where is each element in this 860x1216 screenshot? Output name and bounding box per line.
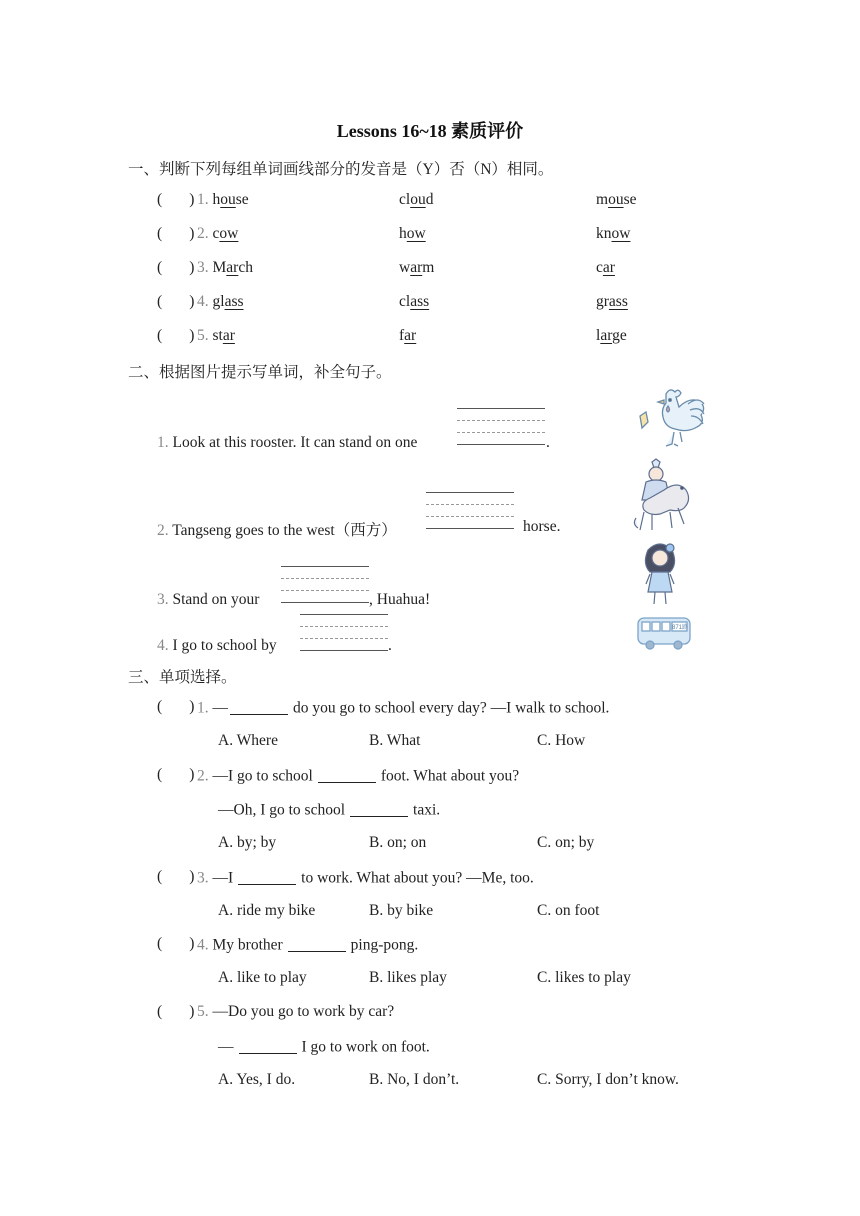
word-3 — [596, 259, 615, 277]
question-text: —Do you go to work by car? — [212, 1003, 395, 1020]
answer-bracket[interactable]: ( ) — [157, 225, 195, 242]
word-part: se — [235, 191, 249, 208]
question-text: do you go to school every day? —I walk to school. — [293, 699, 610, 717]
question-5-line2 — [218, 1037, 430, 1057]
option-label: B. on; on — [369, 834, 427, 851]
question-5 — [197, 1003, 394, 1021]
section-2-heading: 二、根据图片提示写单词，补全句子。 — [128, 364, 392, 381]
bus-route-label: 871路 — [671, 625, 689, 631]
underlined-part: ou — [608, 191, 624, 208]
word-part: se — [623, 191, 637, 208]
answer-blank[interactable] — [318, 766, 376, 783]
fill-sentence-4 — [157, 637, 277, 655]
question-text: —Oh, I go to school — [218, 801, 346, 819]
word-3 — [596, 225, 630, 243]
option-label: A. Yes, I do. — [218, 1071, 296, 1088]
question-number: 4. — [157, 637, 169, 654]
question-text: taxi. — [413, 801, 441, 819]
option-b[interactable] — [369, 902, 433, 920]
sentence-end: horse. — [523, 518, 561, 535]
writing-grid-2[interactable] — [426, 492, 514, 528]
underlined-part: ass — [608, 293, 628, 310]
option-label: A. Where — [218, 732, 278, 749]
question-4 — [197, 935, 418, 955]
word-part: ge — [612, 327, 627, 344]
underlined-part: ar — [226, 259, 239, 276]
underlined-part: ar — [404, 327, 417, 344]
word-2 — [399, 191, 433, 209]
sentence-text: Stand on your — [172, 591, 260, 608]
word-part: ch — [238, 259, 253, 276]
option-b[interactable] — [369, 732, 420, 750]
word-part: c — [596, 259, 603, 276]
sentence-end: . — [546, 434, 550, 451]
section-1-heading: 一、判断下列每组单词画线部分的发音是（Y）否（N）相同。 — [128, 161, 554, 178]
answer-bracket[interactable]: ( ) — [157, 1003, 195, 1020]
underlined-part: ou — [220, 191, 236, 208]
tangseng-horse-icon — [630, 458, 694, 534]
word-part: l — [596, 327, 601, 344]
word-3 — [596, 293, 628, 311]
option-b[interactable] — [369, 834, 426, 852]
bus-icon — [636, 616, 692, 652]
option-b[interactable] — [369, 1071, 459, 1089]
word-part: gl — [212, 293, 225, 310]
sentence-end: , Huahua! — [369, 591, 431, 608]
sentence-text: Tangseng goes to the west（西方） — [172, 522, 397, 539]
word-part: m — [596, 191, 609, 208]
underlined-part: ou — [410, 191, 426, 208]
word-part: h — [212, 191, 221, 208]
option-label: C. likes to play — [537, 969, 631, 986]
answer-blank[interactable] — [239, 1037, 297, 1054]
option-label: B. by bike — [369, 902, 434, 919]
answer-bracket[interactable]: ( ) — [157, 935, 195, 952]
option-label: B. likes play — [369, 969, 447, 986]
option-label: C. on; by — [537, 834, 595, 851]
word-part: f — [399, 327, 405, 344]
underlined-part: ar — [602, 259, 615, 276]
question-number: 1. — [197, 191, 209, 208]
option-label: C. Sorry, I don’t know. — [537, 1071, 679, 1088]
page-title: Lessons 16~18 素质评价 — [336, 121, 524, 141]
question-text: — — [212, 699, 228, 717]
question-text: —I go to school — [212, 767, 313, 785]
word-1 — [197, 259, 253, 277]
word-1 — [197, 191, 249, 209]
question-text: ping-pong. — [350, 936, 419, 954]
option-label: C. on foot — [537, 902, 600, 919]
word-1 — [197, 225, 238, 243]
word-part: cl — [399, 191, 411, 208]
word-part: h — [399, 225, 407, 242]
word-part: kn — [596, 225, 612, 242]
question-text: My brother — [212, 936, 283, 954]
answer-bracket[interactable]: ( ) — [157, 293, 195, 310]
answer-bracket[interactable]: ( ) — [157, 766, 195, 783]
question-number: 5. — [197, 1003, 209, 1020]
writing-grid-4[interactable] — [300, 614, 388, 650]
fill-sentence-2 — [157, 518, 397, 540]
option-a[interactable] — [218, 902, 315, 920]
option-a[interactable] — [218, 969, 307, 987]
word-part: cl — [399, 293, 411, 310]
underlined-part: ass — [410, 293, 430, 310]
question-number: 5. — [197, 327, 209, 344]
option-c[interactable] — [537, 834, 594, 852]
writing-grid-3[interactable] — [281, 566, 369, 602]
word-part: c — [212, 225, 220, 242]
answer-blank[interactable] — [238, 868, 296, 885]
question-text: I go to work on foot. — [301, 1038, 430, 1056]
question-number: 4. — [197, 936, 209, 954]
answer-bracket[interactable]: ( ) — [157, 327, 195, 344]
sentence-text: Look at this rooster. It can stand on one — [172, 434, 418, 451]
fill-sentence-3 — [157, 591, 259, 609]
question-number: 1. — [157, 434, 169, 451]
question-number: 2. — [197, 225, 209, 242]
question-2-line2 — [218, 800, 440, 820]
answer-bracket[interactable]: ( ) — [157, 868, 195, 885]
option-c[interactable] — [537, 902, 599, 920]
word-part: d — [425, 191, 434, 208]
question-2 — [197, 766, 519, 786]
option-label: A. by; by — [218, 834, 277, 851]
sentence-text: I go to school by — [172, 637, 277, 654]
underlined-part: ar — [222, 327, 235, 344]
section-3-heading: 三、单项选择。 — [128, 669, 237, 686]
answer-bracket[interactable]: ( ) — [157, 259, 195, 276]
word-part: w — [399, 259, 411, 276]
word-3 — [596, 191, 636, 209]
question-text: foot. What about you? — [380, 767, 520, 785]
writing-grid-1[interactable] — [457, 408, 545, 444]
question-text: to work. What about you? —Me, too. — [301, 869, 534, 887]
word-part: M — [212, 259, 227, 276]
word-2 — [399, 327, 416, 345]
underlined-part: ow — [219, 225, 239, 242]
question-3 — [197, 868, 534, 888]
answer-blank[interactable] — [350, 800, 408, 817]
option-label: A. ride my bike — [218, 902, 316, 919]
option-c[interactable] — [537, 969, 631, 987]
underlined-part: ar — [600, 327, 613, 344]
rooster-icon — [636, 386, 708, 450]
answer-blank[interactable] — [288, 935, 346, 952]
option-label: B. No, I don’t. — [369, 1071, 460, 1088]
question-number: 3. — [157, 591, 169, 608]
question-text: —I — [212, 869, 234, 887]
underlined-part: ow — [611, 225, 631, 242]
answer-bracket[interactable]: ( ) — [157, 698, 195, 715]
word-part: gr — [596, 293, 609, 310]
question-number: 3. — [197, 869, 209, 887]
word-1 — [197, 293, 244, 311]
underlined-part: ass — [224, 293, 244, 310]
question-number: 1. — [197, 699, 209, 717]
question-number: 2. — [197, 767, 209, 785]
word-part: st — [212, 327, 223, 344]
word-2 — [399, 259, 434, 277]
word-part: m — [422, 259, 435, 276]
option-b[interactable] — [369, 969, 447, 987]
word-3 — [596, 327, 627, 345]
underlined-part: ow — [406, 225, 426, 242]
option-label: A. like to play — [218, 969, 307, 986]
answer-blank[interactable] — [230, 698, 288, 715]
answer-bracket[interactable]: ( ) — [157, 191, 195, 208]
word-2 — [399, 225, 426, 243]
underlined-part: ar — [410, 259, 423, 276]
question-1 — [197, 698, 609, 718]
question-number: 4. — [197, 293, 209, 310]
word-1 — [197, 327, 235, 345]
girl-icon — [640, 542, 680, 606]
option-a[interactable] — [218, 1071, 295, 1089]
option-a[interactable] — [218, 834, 276, 852]
question-number: 2. — [157, 522, 169, 539]
sentence-end: . — [388, 637, 392, 654]
question-number: 3. — [197, 259, 209, 276]
option-label: B. What — [369, 732, 421, 749]
option-c[interactable] — [537, 1071, 679, 1089]
fill-sentence-1 — [157, 434, 417, 452]
option-c[interactable] — [537, 732, 585, 750]
option-a[interactable] — [218, 732, 278, 750]
word-2 — [399, 293, 429, 311]
option-label: C. How — [537, 732, 586, 749]
question-text: — — [218, 1038, 234, 1056]
